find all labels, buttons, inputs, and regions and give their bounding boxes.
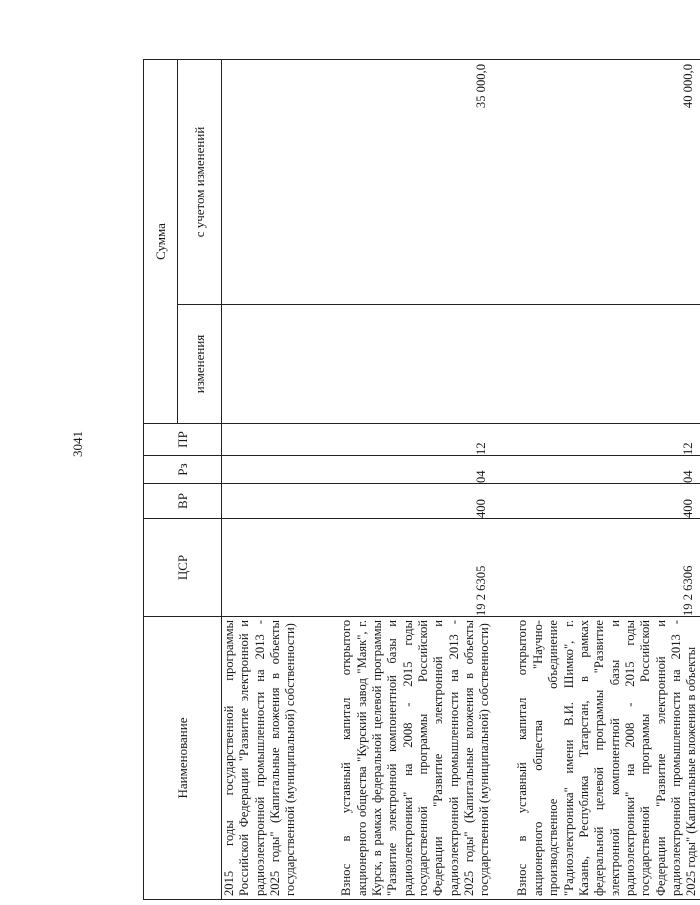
- row-rz: 04: [493, 456, 700, 484]
- header-pr: ПР: [144, 424, 222, 456]
- table-row: [493, 60, 700, 900]
- row-name: Взнос в уставный капитал открытого акционерного общества "Научно-производственное объединение "Радиоэлектроника" имени В.И. Шимко", г. Казань, Республика Татарстан, в рамках федеральной целевой программы "Развитие электронной компонентной базы и радиоэлектроники" на 2008 - 2015 годы государственной программы Российской Федерации "Развитие электронной и радиоэлектронной промышленности на 2013 - 2025 годы" (Капитальные вложения в объекты: [493, 617, 700, 900]
- row-rz: [222, 456, 299, 484]
- header-change: изменения: [178, 305, 222, 424]
- header-vr: ВР: [144, 484, 222, 519]
- row-name: 2015 годы государственной программы Российской Федерации "Развитие электронной и радиоэлектронной промышленности на 2013 - 2025 годы" (Капитальные вложения в объекты государственной (муниципальной) собственности): [222, 617, 299, 900]
- header-with-change: с учетом изменений: [178, 60, 222, 305]
- table-row: [222, 60, 299, 900]
- header-sum: Сумма: [144, 60, 178, 424]
- row-vr: [222, 484, 299, 519]
- header-csr: ЦСР: [144, 519, 222, 617]
- row-csr: 19 2 6306: [493, 519, 700, 617]
- header-rz: Рз: [144, 456, 222, 484]
- row-change: [493, 305, 700, 424]
- row-rz: 04: [299, 456, 493, 484]
- row-with-change: 40 000,0: [493, 60, 700, 305]
- row-csr: [222, 519, 299, 617]
- row-vr: 400: [299, 484, 493, 519]
- row-name: Взнос в уставный капитал открытого акционерного общества "Курский завод "Маяк", г. Курск, в рамках федеральной целевой программы "Развитие электронной компонентной базы и радиоэлектроники" на 2008 - 2015 годы государственной программы Российской Федерации "Развитие электронной и радиоэлектронной промышленности на 2013 - 2025 годы" (Капитальные вложения в объекты государственной (муниципальной) собственности): [299, 617, 493, 900]
- row-with-change: [222, 60, 299, 305]
- row-pr: 12: [493, 424, 700, 456]
- row-vr: 400: [493, 484, 700, 519]
- row-pr: [222, 424, 299, 456]
- row-csr: 19 2 6305: [299, 519, 493, 617]
- row-with-change: 35 000,0: [299, 60, 493, 305]
- page-number: 3041: [70, 431, 85, 457]
- header-name: Наименование: [144, 617, 222, 900]
- rotated-page-content: [143, 60, 699, 900]
- row-change: [222, 305, 299, 424]
- row-pr: 12: [299, 424, 493, 456]
- row-change: [299, 305, 493, 424]
- budget-table: [143, 59, 700, 900]
- table-row: [299, 60, 493, 900]
